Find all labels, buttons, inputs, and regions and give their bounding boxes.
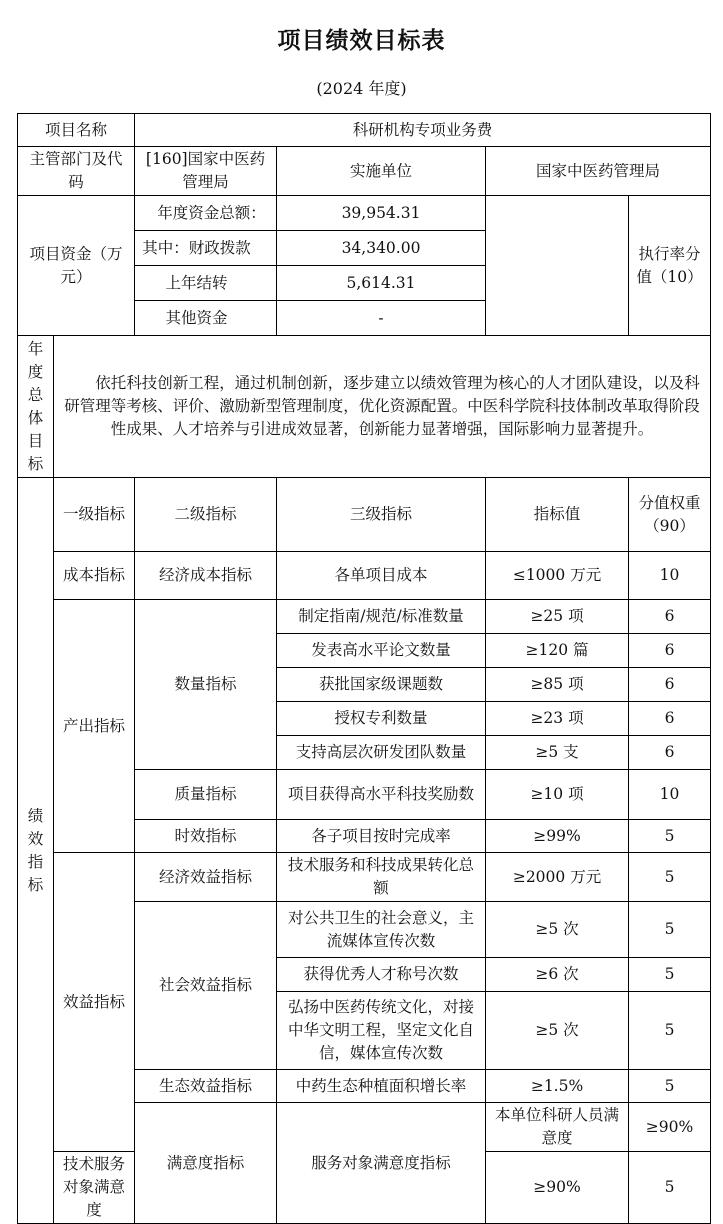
- indicator-name: 项目获得高水平科技奖励数: [277, 770, 486, 820]
- dept-value: [160]国家中医药管理局: [135, 147, 277, 196]
- perf-label: 绩效指标: [18, 478, 54, 1224]
- indicator-score: 5: [629, 958, 711, 992]
- level2-cell: 质量指标: [135, 770, 277, 820]
- level2-cell: 生态效益指标: [135, 1070, 277, 1103]
- header-value: 指标值: [486, 478, 629, 552]
- indicator-score: 6: [629, 736, 711, 770]
- table-row: [18, 336, 711, 478]
- table-row: [18, 600, 711, 634]
- indicator-value: ≥1.5%: [486, 1070, 629, 1103]
- page-title: 项目绩效目标表: [277, 27, 446, 54]
- indicator-score: 5: [629, 992, 711, 1070]
- indicator-name: 各单项目成本: [277, 552, 486, 600]
- indicator-value: ≥5 支: [486, 736, 629, 770]
- table-row: [18, 114, 711, 147]
- level2-cell: 经济成本指标: [135, 552, 277, 600]
- project-name-value: 科研机构专项业务费: [135, 114, 711, 147]
- funds-label: 项目资金（万元）: [18, 196, 135, 336]
- indicator-name: 发表高水平论文数量: [277, 634, 486, 668]
- indicator-score: 10: [629, 552, 711, 600]
- indicator-name: 各子项目按时完成率: [277, 820, 486, 853]
- indicator-name: 获批国家级课题数: [277, 668, 486, 702]
- funds-row-label: 其中：财政拨款: [135, 231, 277, 266]
- level2-cell: 经济效益指标: [135, 853, 277, 902]
- funds-row-value: 39,954.31: [277, 196, 486, 231]
- header-level2: 二级指标: [135, 478, 277, 552]
- level2-cell: 数量指标: [135, 600, 277, 770]
- exec-rate-score-label: 执行率分值（10）: [629, 196, 711, 336]
- indicator-name: 对公共卫生的社会意义，主流媒体宣传次数: [277, 902, 486, 958]
- indicator-score: 6: [629, 702, 711, 736]
- indicator-name: 弘扬中医药传统文化，对接中华文明工程，坚定文化自信，媒体宣传次数: [277, 992, 486, 1070]
- indicator-value: ≤1000 万元: [486, 552, 629, 600]
- page-subtitle: (2024 年度): [316, 79, 407, 98]
- indicator-name: 制定指南/规范/标准数量: [277, 600, 486, 634]
- indicator-name: 技术服务和科技成果转化总额: [277, 853, 486, 902]
- level1-cell: 满意度指标: [135, 1103, 277, 1224]
- impl-value: 国家中医药管理局: [486, 147, 711, 196]
- indicator-value: ≥90%: [486, 1152, 629, 1224]
- header-weight: 分值权重（90）: [629, 478, 711, 552]
- indicator-score: 10: [629, 770, 711, 820]
- indicator-value: ≥10 项: [486, 770, 629, 820]
- indicator-value: ≥120 篇: [486, 634, 629, 668]
- indicator-score: 5: [629, 820, 711, 853]
- level2-cell: 服务对象满意度指标: [277, 1103, 486, 1224]
- indicator-value: ≥2000 万元: [486, 853, 629, 902]
- header-level1: 一级指标: [54, 478, 135, 552]
- indicator-value: ≥85 项: [486, 668, 629, 702]
- funds-row-value: -: [277, 301, 486, 336]
- table-row: [18, 853, 711, 902]
- indicator-name: 授权专利数量: [277, 702, 486, 736]
- indicator-name: 本单位科研人员满意度: [486, 1103, 629, 1152]
- table-row: [18, 552, 711, 600]
- funds-row-label: 其他资金: [135, 301, 277, 336]
- indicator-value: ≥25 项: [486, 600, 629, 634]
- goal-label: 年度总体目标: [18, 336, 54, 478]
- funds-row-value: 5,614.31: [277, 266, 486, 301]
- indicator-value: ≥5 次: [486, 902, 629, 958]
- indicator-name: 支持高层次研发团队数量: [277, 736, 486, 770]
- table-row: [18, 196, 711, 231]
- funds-row-label: 上年结转: [135, 266, 277, 301]
- table-row: [18, 147, 711, 196]
- indicator-value: ≥5 次: [486, 992, 629, 1070]
- indicator-score: 5: [629, 902, 711, 958]
- indicator-score: 5: [629, 1070, 711, 1103]
- level1-cell: 效益指标: [54, 853, 135, 1152]
- indicator-name: 中药生态种植面积增长率: [277, 1070, 486, 1103]
- indicator-score: 5: [629, 853, 711, 902]
- indicator-name: 获得优秀人才称号次数: [277, 958, 486, 992]
- indicator-value: ≥99%: [486, 820, 629, 853]
- level1-cell: 成本指标: [54, 552, 135, 600]
- indicator-score: 6: [629, 668, 711, 702]
- performance-table: [17, 113, 711, 1224]
- indicator-value: ≥90%: [629, 1103, 711, 1152]
- indicator-score: 5: [629, 1152, 711, 1224]
- funds-spacer: [486, 196, 629, 336]
- funds-row-value: 34,340.00: [277, 231, 486, 266]
- project-name-label: 项目名称: [18, 114, 135, 147]
- funds-row-label: 年度资金总额：: [135, 196, 277, 231]
- level2-cell: 时效指标: [135, 820, 277, 853]
- table-row: [18, 478, 711, 552]
- indicator-score: 6: [629, 634, 711, 668]
- header-level3: 三级指标: [277, 478, 486, 552]
- indicator-value: ≥6 次: [486, 958, 629, 992]
- indicator-score: 6: [629, 600, 711, 634]
- impl-label: 实施单位: [277, 147, 486, 196]
- level1-cell: 产出指标: [54, 600, 135, 853]
- dept-label: 主管部门及代码: [18, 147, 135, 196]
- indicator-name: 技术服务对象满意度: [54, 1152, 135, 1224]
- indicator-value: ≥23 项: [486, 702, 629, 736]
- level2-cell: 社会效益指标: [135, 902, 277, 1070]
- goal-text: 依托科技创新工程，通过机制创新，逐步建立以绩效管理为核心的人才团队建设，以及科研管理等考核、评价、激励新型管理制度，优化资源配置。中医科学院科技体制改革取得阶段性成果、人才培养与引进成效显著，创新能力显著增强，国际影响力显著提升。: [54, 336, 711, 478]
